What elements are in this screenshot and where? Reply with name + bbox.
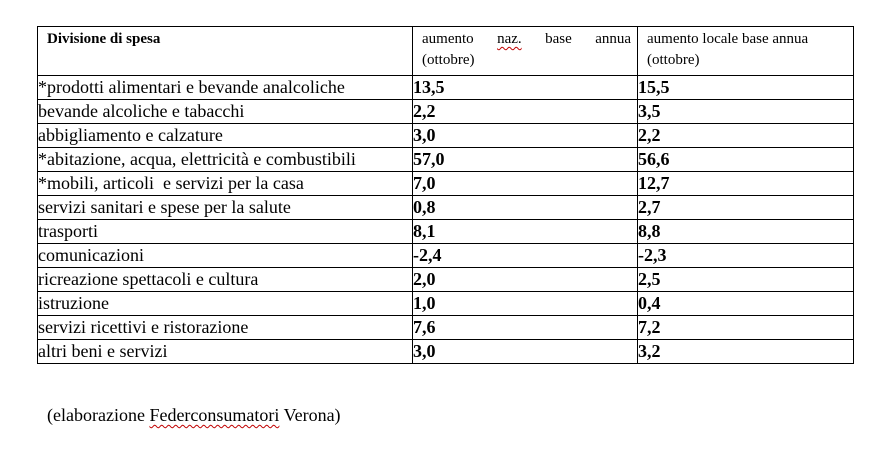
table-row xyxy=(38,196,854,220)
category-cell: servizi ricettivi e ristorazione xyxy=(38,316,413,340)
national-value-cell: 2,2 xyxy=(413,100,638,124)
header-division: Divisione di spesa xyxy=(38,27,413,76)
local-value-cell: 0,4 xyxy=(638,292,854,316)
header-local xyxy=(638,27,854,76)
table-row xyxy=(38,292,854,316)
category-cell: abbigliamento e calzature xyxy=(38,124,413,148)
source-note-suffix: Verona) xyxy=(279,405,341,425)
local-value-cell: 2,2 xyxy=(638,124,854,148)
category-cell: *mobili, articoli e servizi per la casa xyxy=(38,172,413,196)
national-value-cell: 1,0 xyxy=(413,292,638,316)
category-cell: altri beni e servizi xyxy=(38,340,413,364)
spesa-table xyxy=(37,26,854,364)
local-value-cell: 56,6 xyxy=(638,148,854,172)
national-value-cell: 7,0 xyxy=(413,172,638,196)
national-value-cell: 0,8 xyxy=(413,196,638,220)
national-value-cell: 7,6 xyxy=(413,316,638,340)
table-row xyxy=(38,124,854,148)
local-value-cell: -2,3 xyxy=(638,244,854,268)
table-row xyxy=(38,244,854,268)
category-cell: ricreazione spettacoli e cultura xyxy=(38,268,413,292)
local-value-cell: 3,5 xyxy=(638,100,854,124)
table-row xyxy=(38,148,854,172)
local-value-cell: 12,7 xyxy=(638,172,854,196)
national-value-cell: 57,0 xyxy=(413,148,638,172)
table-row xyxy=(38,76,854,100)
category-cell: servizi sanitari e spese per la salute xyxy=(38,196,413,220)
category-cell: trasporti xyxy=(38,220,413,244)
header-national xyxy=(413,27,638,76)
table-row xyxy=(38,316,854,340)
header-local-line2: (ottobre) xyxy=(647,52,700,68)
table-row xyxy=(38,172,854,196)
national-value-cell: 2,0 xyxy=(413,268,638,292)
source-note-org: Federconsumatori xyxy=(149,405,280,425)
table-row xyxy=(38,220,854,244)
header-national-line2: (ottobre) xyxy=(422,52,475,68)
source-note-prefix: (elaborazione xyxy=(47,405,150,425)
local-value-cell: 2,5 xyxy=(638,268,854,292)
local-value-cell: 2,7 xyxy=(638,196,854,220)
category-cell: *prodotti alimentari e bevande analcoliche xyxy=(38,76,413,100)
category-cell: istruzione xyxy=(38,292,413,316)
header-national-word-naz: naz. xyxy=(497,31,522,47)
national-value-cell: 13,5 xyxy=(413,76,638,100)
header-national-line1 xyxy=(422,29,631,50)
local-value-cell: 8,8 xyxy=(638,220,854,244)
national-value-cell: 3,0 xyxy=(413,124,638,148)
header-local-line1: aumento locale base annua xyxy=(647,31,809,47)
table-row xyxy=(38,100,854,124)
source-note xyxy=(47,404,341,426)
national-value-cell: -2,4 xyxy=(413,244,638,268)
category-cell: *abitazione, acqua, elettricità e combustibili xyxy=(38,148,413,172)
table-row xyxy=(38,340,854,364)
local-value-cell: 15,5 xyxy=(638,76,854,100)
national-value-cell: 8,1 xyxy=(413,220,638,244)
table-header-row xyxy=(38,27,854,76)
local-value-cell: 7,2 xyxy=(638,316,854,340)
national-value-cell: 3,0 xyxy=(413,340,638,364)
header-national-word: aumento xyxy=(422,31,474,47)
header-national-word: base xyxy=(545,31,572,47)
category-cell: bevande alcoliche e tabacchi xyxy=(38,100,413,124)
table-row xyxy=(38,268,854,292)
header-national-word: annua xyxy=(595,31,632,47)
local-value-cell: 3,2 xyxy=(638,340,854,364)
category-cell: comunicazioni xyxy=(38,244,413,268)
